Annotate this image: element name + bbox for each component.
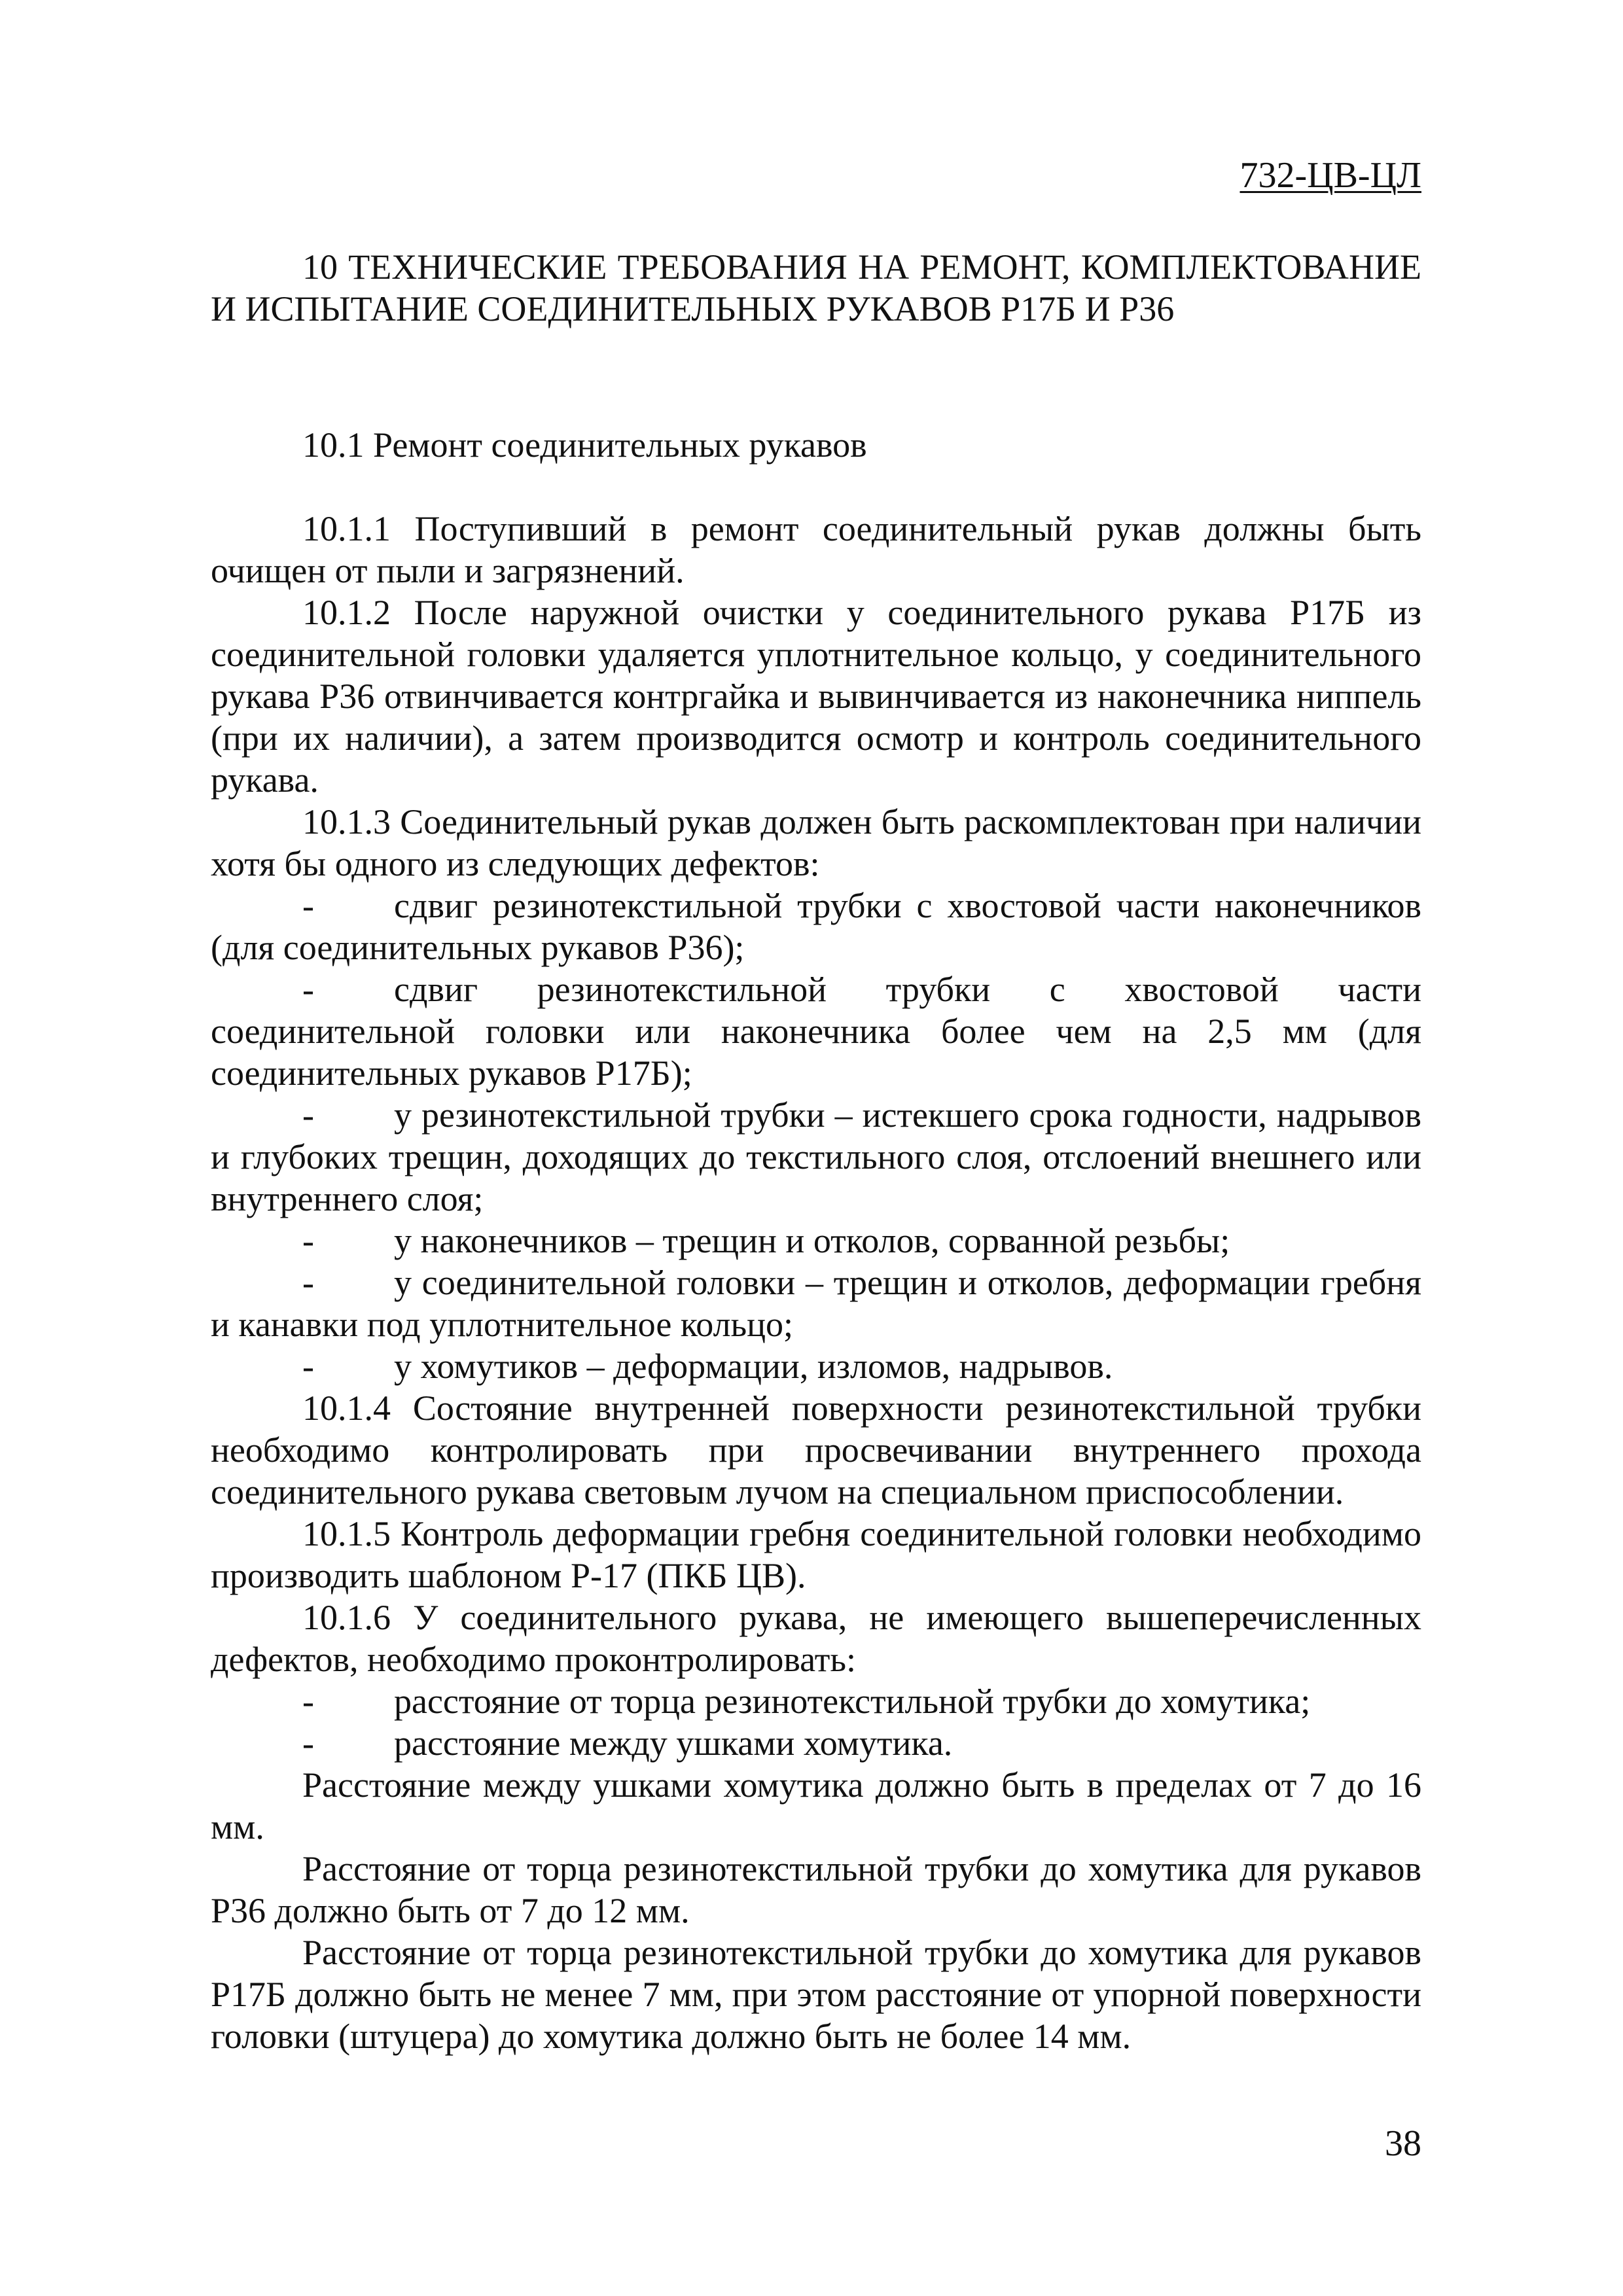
section-title: 10 ТЕХНИЧЕСКИЕ ТРЕБОВАНИЯ НА РЕМОНТ, КОМПЛЕКТОВАНИЕ И ИСПЫТАНИЕ СОЕДИНИТЕЛЬНЫХ РУКАВОВ Р17Б И Р36 (211, 247, 1421, 328)
check-item: - расстояние от торца резинотекстильной трубки до хомутика; (302, 1682, 1311, 1721)
dash-mark: - (302, 970, 314, 1009)
page-number: 38 (1385, 2123, 1421, 2164)
defect-item: - у хомутиков – деформации, изломов, надрывов. (302, 1347, 1113, 1386)
subsection-title: 10.1 Ремонт соединительных рукавов (302, 425, 867, 465)
dash-mark: - (302, 1682, 314, 1721)
dash-mark: - (302, 1347, 314, 1386)
document-body (211, 157, 1421, 2057)
paragraph-10-1-3: 10.1.3 Соединительный рукав должен быть раскомплектован при наличии хотя бы одного из следующих дефектов: (211, 802, 1421, 883)
paragraph-10-1-5: 10.1.5 Контроль деформации гребня соединительной головки необходимо производить шаблоном Р-17 (ПКБ ЦВ). (211, 1514, 1421, 1595)
defect-item: - сдвиг резинотекстильной трубки с хвостовой части соединительной головки или наконечника более чем на 2,5 мм (для соединительных рукавов Р17Б); (211, 970, 1421, 1093)
dash-mark: - (302, 1723, 314, 1763)
paragraph-10-1-2: 10.1.2 После наружной очистки у соединительного рукава Р17Б из соединительной головки удаляется уплотнительное кольцо, у соединительного рукава Р36 отвинчивается контргайка и вывинчивается из наконечника ниппель (при их наличии), а затем производится осмотр и контроль соединительного рукава. (211, 593, 1421, 800)
dash-mark: - (302, 886, 314, 925)
dash-mark: - (302, 1221, 314, 1260)
distance-paragraph-2: Расстояние от торца резинотекстильной трубки до хомутика для рукавов Р36 должно быть от 7 до 12 мм. (211, 1849, 1421, 1930)
paragraph-10-1-6: 10.1.6 У соединительного рукава, не имеющего вышеперечисленных дефектов, необходимо проконтролировать: (211, 1598, 1421, 1679)
check-item: - расстояние между ушками хомутика. (302, 1723, 953, 1763)
dash-mark: - (302, 1263, 314, 1302)
document-code: 732-ЦВ-ЦЛ (1240, 155, 1421, 196)
dash-mark: - (302, 1095, 314, 1135)
distance-paragraph-3: Расстояние от торца резинотекстильной трубки до хомутика для рукавов Р17Б должно быть не менее 7 мм, при этом расстояние от упорной поверхности головки (штуцера) до хомутика должно быть не более 14 мм. (211, 1933, 1421, 2056)
defect-item: - у резинотекстильной трубки – истекшего срока годности, надрывов и глубоких трещин, доходящих до текстильного слоя, отслоений внешнего или внутреннего слоя; (211, 1095, 1421, 1218)
paragraph-10-1-1: 10.1.1 Поступивший в ремонт соединительный рукав должны быть очищен от пыли и загрязнений. (211, 509, 1421, 590)
defect-item: - сдвиг резинотекстильной трубки с хвостовой части наконечников (для соединительных рукавов Р36); (211, 886, 1421, 967)
distance-paragraph-1: Расстояние между ушками хомутика должно быть в пределах от 7 до 16 мм. (211, 1765, 1421, 1846)
defect-item: - у наконечников – трещин и отколов, сорванной резьбы; (302, 1221, 1230, 1260)
defect-item: - у соединительной головки – трещин и отколов, деформации гребня и канавки под уплотнительное кольцо; (211, 1263, 1421, 1344)
paragraph-10-1-4: 10.1.4 Состояние внутренней поверхности резинотекстильной трубки необходимо контролировать при просвечивании внутреннего прохода соединительного рукава световым лучом на специальном приспособлении. (211, 1388, 1421, 1511)
